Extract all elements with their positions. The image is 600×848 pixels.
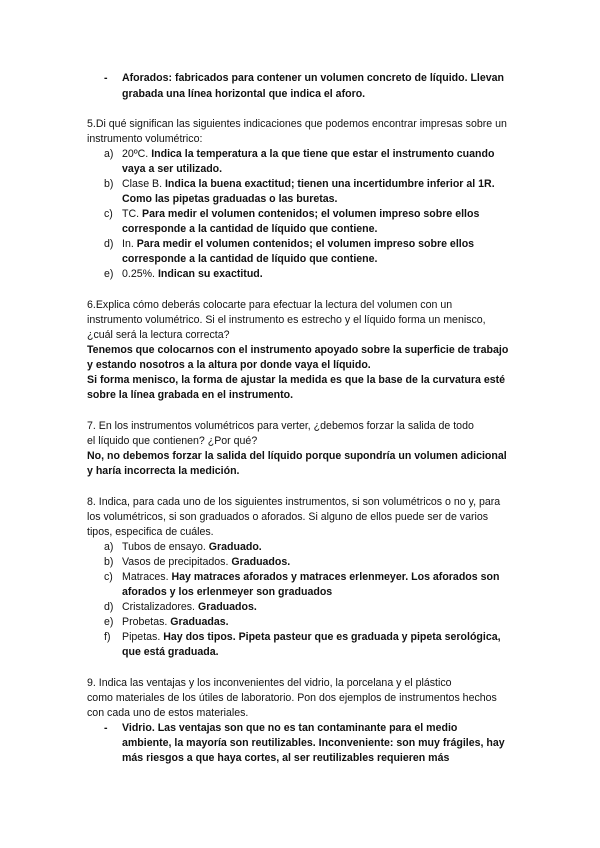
q8-line-1: 8. Indica, para cada uno de los siguientes instrumentos, si son volumétricos o no y, para bbox=[87, 496, 501, 508]
q8-item-e-bold: Graduadas. bbox=[170, 616, 229, 628]
q5-marker-e: e) bbox=[104, 268, 114, 280]
q8-item-b-bold: Graduados. bbox=[231, 556, 291, 568]
q8-item-e bbox=[122, 615, 229, 630]
top-bullet-line-2: grabada una línea horizontal que indica el aforo. bbox=[122, 88, 366, 100]
q6-line-1: 6.Explica cómo deberás colocarte para efectuar la lectura del volumen con un bbox=[87, 299, 453, 311]
q6-answer-line-1: Tenemos que colocarnos con el instrumento apoyado sobre la superficie de trabajo bbox=[87, 344, 509, 356]
q5-item-c-bold: Para medir el volumen contenidos; el volumen impreso sobre ellos bbox=[142, 208, 480, 220]
q8-item-e-plain: Probetas. bbox=[122, 616, 171, 628]
q8-marker-f: f) bbox=[104, 631, 111, 643]
q8-item-b bbox=[122, 555, 290, 570]
q7-line-2: el líquido que contienen? ¿Por qué? bbox=[87, 435, 258, 447]
q5-marker-b: b) bbox=[104, 178, 114, 190]
q5-item-b-bold: Indica la buena exactitud; tienen una incertidumbre inferior al 1R. bbox=[164, 178, 495, 190]
q8-item-d-bold: Graduados. bbox=[197, 601, 257, 613]
q8-item-c-cont: aforados y los erlenmeyer son graduados bbox=[122, 586, 333, 598]
q5-item-a-cont: vaya a ser utilizado. bbox=[122, 163, 223, 175]
q8-marker-a: a) bbox=[104, 541, 114, 553]
q8-item-f-plain: Pipetas. bbox=[122, 631, 164, 643]
q5-item-e-bold: Indican su exactitud. bbox=[157, 268, 263, 280]
q5-item-d-bold: Para medir el volumen contenidos; el volumen impreso sobre ellos bbox=[136, 238, 475, 250]
q5-item-c-plain: TC. bbox=[122, 208, 143, 220]
q8-item-b-plain: Vasos de precipitados. bbox=[122, 556, 232, 568]
q9-bullet-dash: - bbox=[104, 722, 108, 734]
q5-marker-a: a) bbox=[104, 148, 114, 160]
q8-marker-c: c) bbox=[104, 571, 113, 583]
q8-item-f-cont: que está graduada. bbox=[122, 646, 219, 658]
q7-line-1: 7. En los instrumentos volumétricos para verter, ¿debemos forzar la salida de todo bbox=[87, 420, 474, 432]
q9-line-2: como materiales de los útiles de laboratorio. Pon dos ejemplos de instrumentos hechos bbox=[87, 692, 497, 704]
q8-item-c-plain: Matraces. bbox=[122, 571, 172, 583]
q5-item-a-bold: Indica la temperatura a la que tiene que estar el instrumento cuando bbox=[151, 148, 495, 160]
q5-item-b bbox=[122, 177, 495, 192]
q5-item-a bbox=[122, 147, 494, 162]
q8-item-f bbox=[122, 630, 501, 645]
q5-marker-c: c) bbox=[104, 208, 113, 220]
q8-line-3: tipos, especifica de cuáles. bbox=[87, 526, 214, 538]
q5-line-2: instrumento volumétrico: bbox=[87, 133, 203, 145]
q6-answer-line-3: Si forma menisco, la forma de ajustar la medida es que la base de la curvatura esté bbox=[87, 374, 506, 386]
q6-line-3: ¿cuál será la lectura correcta? bbox=[87, 329, 230, 341]
top-bullet-line-1: Aforados: fabricados para contener un volumen concreto de líquido. Llevan bbox=[122, 72, 505, 84]
q6-answer-line-2: y estando nosotros a la altura por donde vaya el líquido. bbox=[87, 359, 371, 371]
q8-marker-e: e) bbox=[104, 616, 114, 628]
q8-marker-d: d) bbox=[104, 601, 114, 613]
q5-item-a-plain: 20ºC. bbox=[122, 148, 152, 160]
bullet-dash: - bbox=[104, 72, 108, 84]
q5-item-b-cont: Como las pipetas graduadas o las buretas. bbox=[122, 193, 338, 205]
q5-item-e bbox=[122, 267, 263, 282]
q6-line-2: instrumento volumétrico. Si el instrumento es estrecho y el líquido forma un menisco, bbox=[87, 314, 486, 326]
q9-line-3: con cada uno de estos materiales. bbox=[87, 707, 249, 719]
q8-item-c bbox=[122, 570, 499, 585]
q9-bullet-line-2: ambiente, la mayoría son reutilizables. Inconveniente: son muy frágiles, hay bbox=[122, 737, 505, 749]
q5-item-d bbox=[122, 237, 474, 252]
q8-marker-b: b) bbox=[104, 556, 114, 568]
q8-item-a-plain: Tubos de ensayo. bbox=[122, 541, 209, 553]
q8-item-f-bold: Hay dos tipos. Pipeta pasteur que es graduada y pipeta serológica, bbox=[163, 631, 501, 643]
q5-item-d-plain: In. bbox=[122, 238, 137, 250]
q9-bullet-line-3: más riesgos a que haya cortes, al ser reutilizables requieren más bbox=[122, 752, 450, 764]
q5-line-1: 5.Di qué significan las siguientes indicaciones que podemos encontrar impresas sobre un bbox=[87, 118, 507, 130]
q5-item-c bbox=[122, 207, 479, 222]
q8-item-d bbox=[122, 600, 257, 615]
q9-bullet-line-1: Vidrio. Las ventajas son que no es tan contaminante para el medio bbox=[122, 722, 458, 734]
q8-item-a bbox=[122, 540, 262, 555]
q5-item-e-plain: 0.25%. bbox=[122, 268, 158, 280]
q5-item-b-plain: Clase B. bbox=[122, 178, 165, 190]
q5-item-d-cont: corresponde a la cantidad de líquido que contiene. bbox=[122, 253, 378, 265]
q8-item-d-plain: Cristalizadores. bbox=[122, 601, 198, 613]
q8-item-a-bold: Graduado. bbox=[208, 541, 262, 553]
q8-line-2: los volumétricos, si son graduados o aforados. Si alguno de ellos puede ser de varios bbox=[87, 511, 489, 523]
q9-line-1: 9. Indica las ventajas y los inconvenientes del vidrio, la porcelana y el plástico bbox=[87, 677, 452, 689]
q7-answer-line-1: No, no debemos forzar la salida del líquido porque supondría un volumen adicional bbox=[87, 450, 507, 462]
q5-item-c-cont: corresponde a la cantidad de líquido que contiene. bbox=[122, 223, 378, 235]
q8-item-c-bold: Hay matraces aforados y matraces erlenmeyer. Los aforados son bbox=[171, 571, 500, 583]
q7-answer-line-2: y haría incorrecta la medición. bbox=[87, 465, 240, 477]
q6-answer-line-4: sobre la línea grabada en el instrumento. bbox=[87, 389, 294, 401]
q5-marker-d: d) bbox=[104, 238, 114, 250]
